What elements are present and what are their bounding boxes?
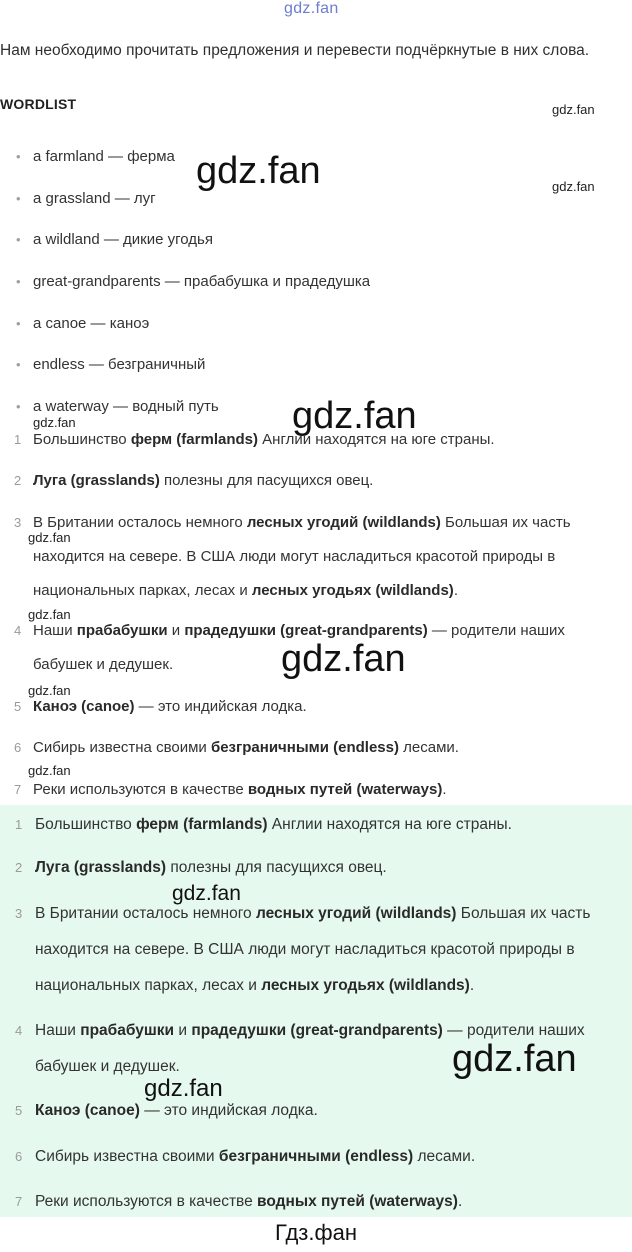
sentence-number: 5 (15, 1103, 23, 1118)
list-item: • a grassland — луг (0, 182, 632, 224)
list-item: • a waterway — водный путь (0, 390, 632, 432)
sentence-text: Луга (grasslands) полезны для пасущихся овец. (33, 472, 374, 489)
watermark: gdz.fan (28, 607, 71, 622)
watermark: gdz.fan (281, 638, 406, 680)
sentence-text: Каноэ (canoe) — это индийская лодка. (35, 1102, 318, 1119)
bullet: • (16, 149, 21, 164)
sentence-number: 2 (15, 860, 23, 875)
sentence-number: 7 (14, 782, 22, 797)
sentence-text: Реки используются в качестве водных путей (waterways). (33, 781, 447, 798)
watermark: gdz.fan (292, 395, 417, 437)
sentence-number: 1 (14, 432, 22, 447)
sentence-number: 7 (15, 1194, 23, 1209)
sentence-number: 3 (15, 906, 23, 921)
watermark: gdz.fan (28, 530, 71, 545)
site-watermark-top: gdz.fan (284, 0, 339, 17)
sentence-text: Большинство ферм (farmlands) Англии находятся на юге страны. (35, 816, 512, 833)
bullet: • (16, 315, 21, 331)
list-item: • a wildland — дикие угодья (0, 223, 632, 265)
watermark: gdz.fan (552, 179, 595, 194)
sentence-number: 4 (15, 1023, 23, 1038)
watermark: gdz.fan (172, 882, 241, 905)
sentence-text: Реки используются в качестве водных путей (waterways). (35, 1193, 463, 1210)
bullet: • (16, 274, 21, 290)
sentence-number: 4 (14, 623, 22, 638)
list-item: • endless — безграничный (0, 348, 632, 390)
sentence-text: Луга (grasslands) полезны для пасущихся овец. (35, 859, 387, 876)
sentence-number: 1 (15, 817, 23, 832)
watermark: gdz.fan (196, 150, 321, 192)
watermark: gdz.fan (144, 1075, 223, 1102)
sentence-number: 2 (14, 473, 22, 488)
sentence-number: 3 (14, 515, 22, 530)
watermark: gdz.fan (552, 102, 595, 117)
sentence-text: Сибирь известна своими безграничными (endless) лесами. (33, 739, 459, 756)
list-item: • a farmland — ферма (0, 140, 632, 182)
list-item: • a canoe — каноэ (0, 307, 632, 349)
sentence-number: 6 (14, 740, 22, 755)
sentence-text: В Британии осталось немного лесных угодий (wildlands) Большая их часть находится на севере. В США люди могут насладиться красотой природы в национальных парках, лесах и лесных угодьях (wildlands). (35, 905, 591, 994)
bullet: • (16, 399, 21, 415)
sentence-text: В Британии осталось немного лесных угодий (wildlands) Большая их часть находится на севере. В США люди могут насладиться красотой природы в национальных парках, лесах и лесных угодьях (wildlands). (33, 514, 571, 599)
sentence-text: Наши прабабушки и прадедушки (great-grandparents) — родители наших бабушек и дедушек. (35, 1022, 585, 1075)
sentence-number: 6 (15, 1149, 23, 1164)
sentence-text: Большинство ферм (farmlands) Англии находятся на юге страны. (33, 431, 495, 448)
bullet: • (16, 357, 21, 373)
bullet: • (16, 190, 21, 206)
footer-site-name: Гдз.фан (275, 1220, 357, 1245)
watermark: gdz.fan (452, 1038, 577, 1080)
sentence-text: Наши прабабушки и прадедушки (great-grandparents) — родители наших бабушек и дедушек. (33, 622, 565, 673)
bullet: • (16, 232, 21, 248)
list-item: • great-grandparents — прабабушка и прадедушка (0, 265, 632, 307)
sentence-text: Сибирь известна своими безграничными (endless) лесами. (35, 1148, 476, 1165)
watermark: gdz.fan (28, 683, 71, 698)
task-intro: Нам необходимо прочитать предложения и перевести подчёркнутые в них слова. (0, 42, 590, 59)
watermark: gdz.fan (33, 415, 76, 430)
watermark: gdz.fan (28, 763, 71, 778)
wordlist-heading: WORDLIST (0, 96, 77, 112)
sentence-number: 5 (14, 699, 22, 714)
sentence-text: Каноэ (canoe) — это индийская лодка. (33, 698, 307, 715)
